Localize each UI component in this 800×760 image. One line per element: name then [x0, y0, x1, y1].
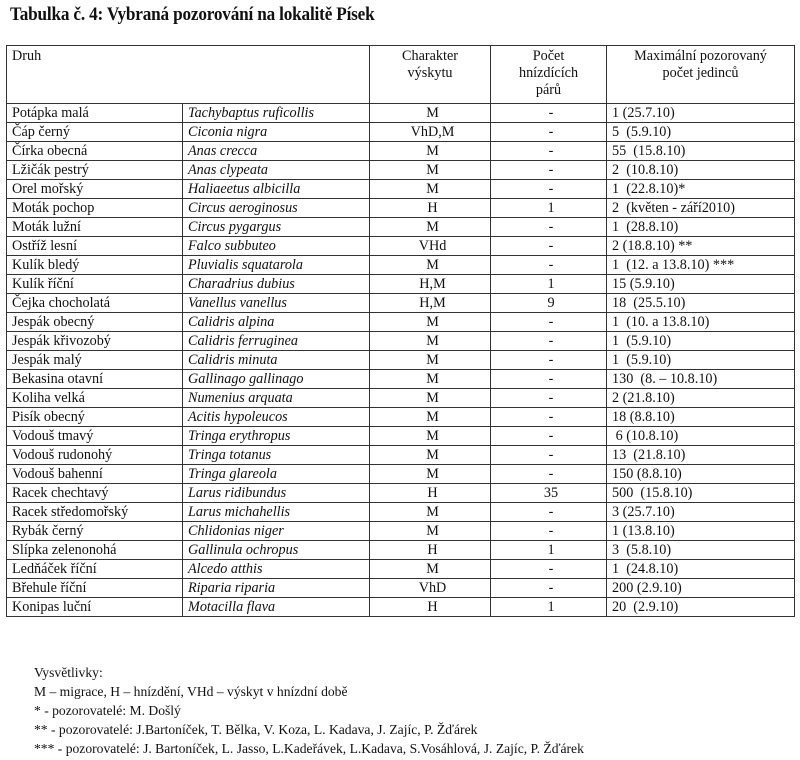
cell-latin-name: Haliaeetus albicilla — [183, 180, 370, 199]
cell-czech-name: Ledňáček říční — [7, 560, 183, 579]
cell-latin-name: Larus ridibundus — [183, 484, 370, 503]
table-row — [7, 560, 795, 579]
table-body — [7, 104, 795, 617]
cell-max-count: 1 (28.8.10) — [607, 218, 795, 237]
cell-latin-name: Pluvialis squatarola — [183, 256, 370, 275]
cell-latin-name: Tachybaptus ruficollis — [183, 104, 370, 123]
observations-table — [6, 45, 795, 617]
cell-character: M — [370, 465, 491, 484]
cell-czech-name: Kulík bledý — [7, 256, 183, 275]
cell-max-count: 130 (8. – 10.8.10) — [607, 370, 795, 389]
table-row — [7, 465, 795, 484]
cell-max-count: 1 (12. a 13.8.10) *** — [607, 256, 795, 275]
table-row — [7, 313, 795, 332]
cell-breeding-pairs: - — [491, 313, 607, 332]
cell-character: VHd — [370, 237, 491, 256]
header-max-line2: počet jedinců — [662, 65, 739, 81]
cell-latin-name: Vanellus vanellus — [183, 294, 370, 313]
cell-latin-name: Tringa totanus — [183, 446, 370, 465]
cell-latin-name: Tringa glareola — [183, 465, 370, 484]
cell-character: M — [370, 332, 491, 351]
cell-max-count: 55 (15.8.10) — [607, 142, 795, 161]
header-max-count — [607, 46, 795, 104]
cell-character: M — [370, 446, 491, 465]
table-row — [7, 275, 795, 294]
cell-character: M — [370, 161, 491, 180]
cell-czech-name: Ostříž lesní — [7, 237, 183, 256]
cell-breeding-pairs: - — [491, 332, 607, 351]
cell-character: M — [370, 142, 491, 161]
cell-character: M — [370, 256, 491, 275]
cell-max-count: 1 (5.9.10) — [607, 351, 795, 370]
cell-latin-name: Riparia riparia — [183, 579, 370, 598]
cell-max-count: 13 (21.8.10) — [607, 446, 795, 465]
cell-czech-name: Racek středomořský — [7, 503, 183, 522]
cell-breeding-pairs: - — [491, 237, 607, 256]
table-row — [7, 370, 795, 389]
cell-breeding-pairs: - — [491, 560, 607, 579]
cell-czech-name: Koliha velká — [7, 389, 183, 408]
header-character-line2: výskytu — [407, 65, 453, 81]
cell-breeding-pairs: - — [491, 142, 607, 161]
table-row — [7, 161, 795, 180]
cell-latin-name: Tringa erythropus — [183, 427, 370, 446]
cell-czech-name: Slípka zelenonohá — [7, 541, 183, 560]
cell-czech-name: Jespák křivozobý — [7, 332, 183, 351]
cell-latin-name: Anas crecca — [183, 142, 370, 161]
cell-max-count: 1 (10. a 13.8.10) — [607, 313, 795, 332]
cell-latin-name: Calidris ferruginea — [183, 332, 370, 351]
cell-max-count: 1 (25.7.10) — [607, 104, 795, 123]
cell-latin-name: Gallinago gallinago — [183, 370, 370, 389]
table-row — [7, 408, 795, 427]
cell-max-count: 1 (22.8.10)* — [607, 180, 795, 199]
legend — [34, 663, 584, 758]
cell-character: VhD,M — [370, 123, 491, 142]
cell-breeding-pairs: - — [491, 408, 607, 427]
cell-breeding-pairs: - — [491, 427, 607, 446]
cell-max-count: 2 (10.8.10) — [607, 161, 795, 180]
table-row — [7, 180, 795, 199]
cell-latin-name: Ciconia nigra — [183, 123, 370, 142]
cell-breeding-pairs: - — [491, 104, 607, 123]
cell-latin-name: Circus pygargus — [183, 218, 370, 237]
table-header-row — [7, 46, 795, 104]
cell-czech-name: Kulík říční — [7, 275, 183, 294]
table-row — [7, 123, 795, 142]
cell-latin-name: Falco subbuteo — [183, 237, 370, 256]
cell-latin-name: Numenius arquata — [183, 389, 370, 408]
cell-character: M — [370, 313, 491, 332]
cell-czech-name: Rybák černý — [7, 522, 183, 541]
table-row — [7, 389, 795, 408]
cell-character: H — [370, 484, 491, 503]
cell-breeding-pairs: 1 — [491, 541, 607, 560]
table-row — [7, 199, 795, 218]
cell-latin-name: Chlidonias niger — [183, 522, 370, 541]
table-row — [7, 503, 795, 522]
table-row — [7, 142, 795, 161]
cell-czech-name: Čírka obecná — [7, 142, 183, 161]
header-pairs-line2: hnízdících — [518, 65, 579, 81]
cell-czech-name: Lžičák pestrý — [7, 161, 183, 180]
legend-codes: M – migrace, H – hnízdění, VHd – výskyt v hnízdní době — [34, 684, 348, 699]
cell-max-count: 500 (15.8.10) — [607, 484, 795, 503]
cell-breeding-pairs: - — [491, 503, 607, 522]
cell-breeding-pairs: - — [491, 446, 607, 465]
cell-character: H — [370, 598, 491, 617]
cell-max-count: 200 (2.9.10) — [607, 579, 795, 598]
table-row — [7, 332, 795, 351]
cell-czech-name: Pisík obecný — [7, 408, 183, 427]
cell-latin-name: Charadrius dubius — [183, 275, 370, 294]
cell-czech-name: Břehule říční — [7, 579, 183, 598]
header-max-line1: Maximální pozorovaný — [634, 48, 767, 64]
legend-note-2: ** - pozorovatelé: J.Bartoníček, T. Bělka, V. Koza, L. Kadava, J. Zajíc, P. Žďárek — [34, 722, 478, 737]
legend-note-3: *** - pozorovatelé: J. Bartoníček, L. Jasso, L.Kadeřávek, L.Kadava, S.Vosáhlová, J. Zajíc, P. Žďárek — [34, 741, 584, 756]
table-row — [7, 522, 795, 541]
cell-latin-name: Anas clypeata — [183, 161, 370, 180]
cell-character: M — [370, 503, 491, 522]
header-pairs — [491, 46, 607, 104]
cell-breeding-pairs: - — [491, 218, 607, 237]
cell-max-count: 2 (18.8.10) ** — [607, 237, 795, 256]
cell-max-count: 20 (2.9.10) — [607, 598, 795, 617]
cell-breeding-pairs: - — [491, 370, 607, 389]
cell-czech-name: Jespák malý — [7, 351, 183, 370]
cell-character: M — [370, 351, 491, 370]
table-row — [7, 579, 795, 598]
cell-breeding-pairs: 1 — [491, 199, 607, 218]
table-row — [7, 484, 795, 503]
cell-latin-name: Calidris alpina — [183, 313, 370, 332]
cell-czech-name: Moták lužní — [7, 218, 183, 237]
cell-max-count: 3 (25.7.10) — [607, 503, 795, 522]
cell-latin-name: Circus aeroginosus — [183, 199, 370, 218]
cell-character: M — [370, 560, 491, 579]
cell-czech-name: Orel mořský — [7, 180, 183, 199]
table-row — [7, 237, 795, 256]
header-character-line1: Charakter — [402, 48, 458, 64]
table-row — [7, 446, 795, 465]
legend-note-1: * - pozorovatelé: M. Došlý — [34, 703, 181, 718]
cell-breeding-pairs: - — [491, 522, 607, 541]
table-row — [7, 256, 795, 275]
cell-breeding-pairs: - — [491, 389, 607, 408]
cell-max-count: 3 (5.8.10) — [607, 541, 795, 560]
cell-character: M — [370, 104, 491, 123]
table-row — [7, 104, 795, 123]
cell-breeding-pairs: 35 — [491, 484, 607, 503]
cell-breeding-pairs: - — [491, 256, 607, 275]
header-species-label: Druh — [12, 48, 42, 64]
cell-czech-name: Bekasina otavní — [7, 370, 183, 389]
cell-character: M — [370, 180, 491, 199]
cell-breeding-pairs: - — [491, 465, 607, 484]
cell-max-count: 2 (21.8.10) — [607, 389, 795, 408]
cell-czech-name: Jespák obecný — [7, 313, 183, 332]
cell-breeding-pairs: - — [491, 123, 607, 142]
cell-max-count: 18 (25.5.10) — [607, 294, 795, 313]
cell-character: M — [370, 522, 491, 541]
legend-heading: Vysvětlivky: — [34, 665, 103, 680]
cell-breeding-pairs: - — [491, 351, 607, 370]
cell-max-count: 15 (5.9.10) — [607, 275, 795, 294]
cell-max-count: 1 (13.8.10) — [607, 522, 795, 541]
cell-latin-name: Alcedo atthis — [183, 560, 370, 579]
cell-breeding-pairs: - — [491, 161, 607, 180]
cell-czech-name: Vodouš tmavý — [7, 427, 183, 446]
cell-latin-name: Acitis hypoleucos — [183, 408, 370, 427]
cell-latin-name: Larus michahellis — [183, 503, 370, 522]
table-row — [7, 294, 795, 313]
cell-latin-name: Gallinula ochropus — [183, 541, 370, 560]
table-row — [7, 218, 795, 237]
cell-czech-name: Čáp černý — [7, 123, 183, 142]
cell-latin-name: Calidris minuta — [183, 351, 370, 370]
cell-breeding-pairs: - — [491, 579, 607, 598]
cell-character: M — [370, 408, 491, 427]
table-row — [7, 541, 795, 560]
cell-czech-name: Vodouš bahenní — [7, 465, 183, 484]
cell-czech-name: Racek chechtavý — [7, 484, 183, 503]
cell-max-count: 5 (5.9.10) — [607, 123, 795, 142]
cell-max-count: 6 (10.8.10) — [607, 427, 795, 446]
cell-max-count: 2 (květen - září2010) — [607, 199, 795, 218]
cell-breeding-pairs: 1 — [491, 275, 607, 294]
cell-breeding-pairs: - — [491, 180, 607, 199]
cell-character: M — [370, 218, 491, 237]
table-row — [7, 598, 795, 617]
cell-breeding-pairs: 1 — [491, 598, 607, 617]
table-title: Tabulka č. 4: Vybraná pozorování na lokalitě Písek — [10, 5, 375, 25]
table-row — [7, 351, 795, 370]
cell-max-count: 1 (5.9.10) — [607, 332, 795, 351]
cell-character: M — [370, 389, 491, 408]
cell-breeding-pairs: 9 — [491, 294, 607, 313]
cell-character: M — [370, 370, 491, 389]
cell-czech-name: Čejka chocholatá — [7, 294, 183, 313]
cell-character: M — [370, 427, 491, 446]
header-character — [370, 46, 491, 104]
cell-latin-name: Motacilla flava — [183, 598, 370, 617]
cell-max-count: 150 (8.8.10) — [607, 465, 795, 484]
cell-max-count: 1 (24.8.10) — [607, 560, 795, 579]
cell-character: VhD — [370, 579, 491, 598]
cell-czech-name: Konipas luční — [7, 598, 183, 617]
cell-character: H,M — [370, 294, 491, 313]
cell-czech-name: Potápka malá — [7, 104, 183, 123]
cell-character: H,M — [370, 275, 491, 294]
cell-czech-name: Vodouš rudonohý — [7, 446, 183, 465]
cell-max-count: 18 (8.8.10) — [607, 408, 795, 427]
cell-character: H — [370, 541, 491, 560]
table-row — [7, 427, 795, 446]
header-pairs-line3: párů — [535, 82, 562, 98]
cell-czech-name: Moták pochop — [7, 199, 183, 218]
cell-character: H — [370, 199, 491, 218]
header-pairs-line1: Počet — [532, 48, 565, 64]
header-species — [7, 46, 370, 104]
